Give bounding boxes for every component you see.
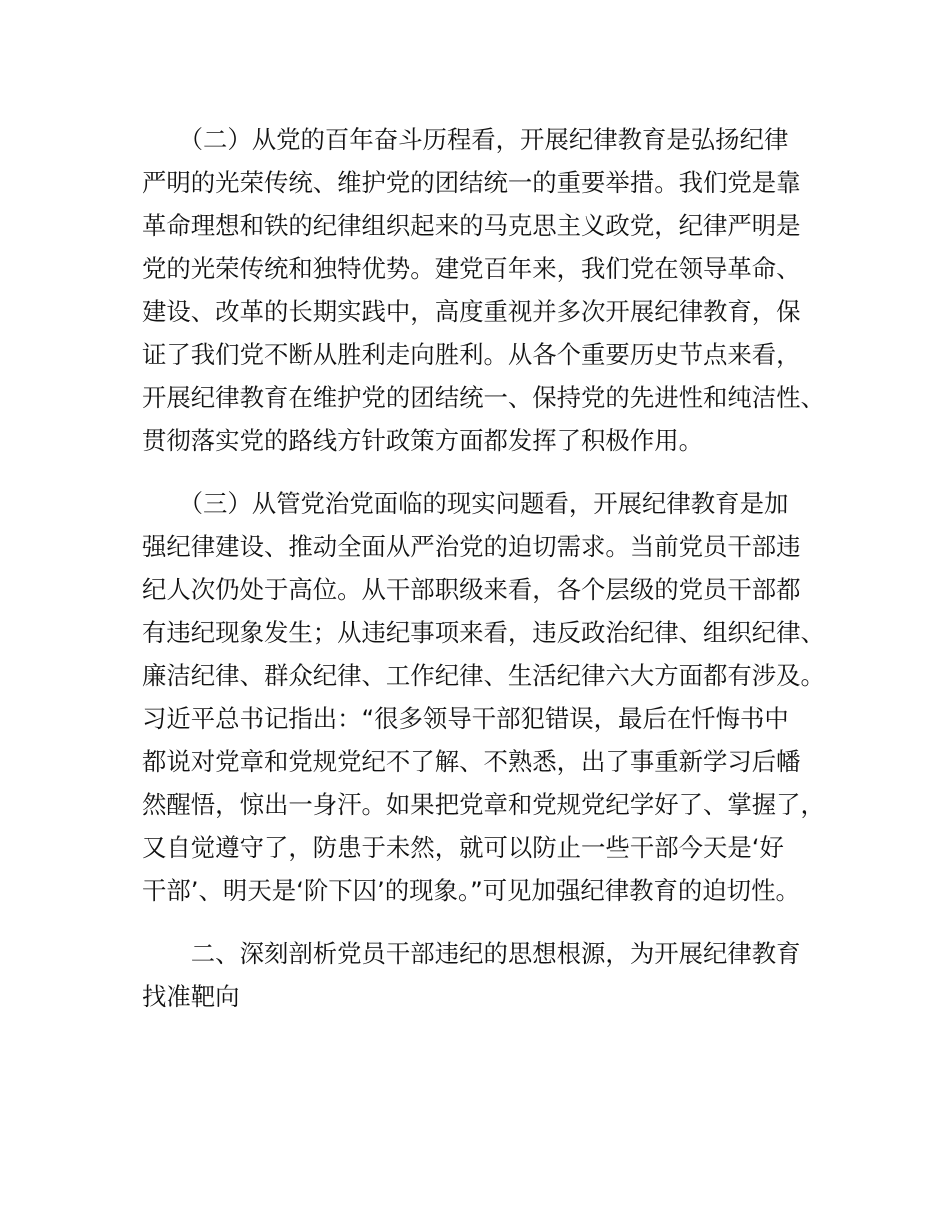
- text-line: 习近平总书记指出：“很多领导干部犯错误，最后在忏悔书中: [142, 704, 789, 733]
- text-line: （二）从党的百年奋斗历程看，开展纪律教育是弘扬纪律: [142, 125, 789, 154]
- document-page: [142, 118, 832, 1018]
- text-line: 纪人次仍处于高位。从干部职级来看，各个层级的党员干部都: [142, 575, 801, 604]
- text-line: 开展纪律教育在维护党的团结统一、保持党的先进性和纯洁性、: [142, 383, 825, 412]
- text-line: 强纪律建设、推动全面从严治党的迫切需求。当前党员干部违: [142, 532, 801, 561]
- text-line: 严明的光荣传统、维护党的团结统一的重要举措。我们党是靠: [142, 168, 801, 197]
- heading-line: 找准靶向: [142, 982, 240, 1011]
- heading-line: 二、深刻剖析党员干部违纪的思想根源，为开展纪律教育: [142, 939, 801, 968]
- text-line: 又自觉遵守了，防患于未然，就可以防止一些干部今天是‘好: [142, 833, 784, 862]
- text-line: 干部’、明天是‘阶下囚’的现象。”可见加强纪律教育的迫切性。: [142, 876, 800, 905]
- text-line: 建设、改革的长期实践中，高度重视并多次开展纪律教育，保: [142, 297, 801, 326]
- text-line: 都说对党章和党规党纪不了解、不熟悉，出了事重新学习后幡: [142, 747, 801, 776]
- text-line: 证了我们党不断从胜利走向胜利。从各个重要历史节点来看，: [142, 340, 801, 369]
- text-line: 有违纪现象发生；从违纪事项来看，违反政治纪律、组织纪律、: [142, 618, 825, 647]
- paragraph-spacer: [142, 912, 832, 932]
- text-line: 党的光荣传统和独特优势。建党百年来，我们党在领导革命、: [142, 254, 801, 283]
- text-line: 贯彻落实党的路线方针政策方面都发挥了积极作用。: [142, 426, 703, 455]
- section-heading: [142, 932, 832, 1018]
- text-line: 然醒悟，惊出一身汗。如果把党章和党规党纪学好了、掌握了，: [142, 790, 825, 819]
- paragraph-problems: [142, 482, 832, 912]
- text-line: （三）从管党治党面临的现实问题看，开展纪律教育是加: [142, 489, 789, 518]
- paragraph-spacer: [142, 462, 832, 482]
- text-line: 革命理想和铁的纪律组织起来的马克思主义政党，纪律严明是: [142, 211, 801, 240]
- paragraph-history: [142, 118, 832, 462]
- text-line: 廉洁纪律、群众纪律、工作纪律、生活纪律六大方面都有涉及。: [142, 661, 825, 690]
